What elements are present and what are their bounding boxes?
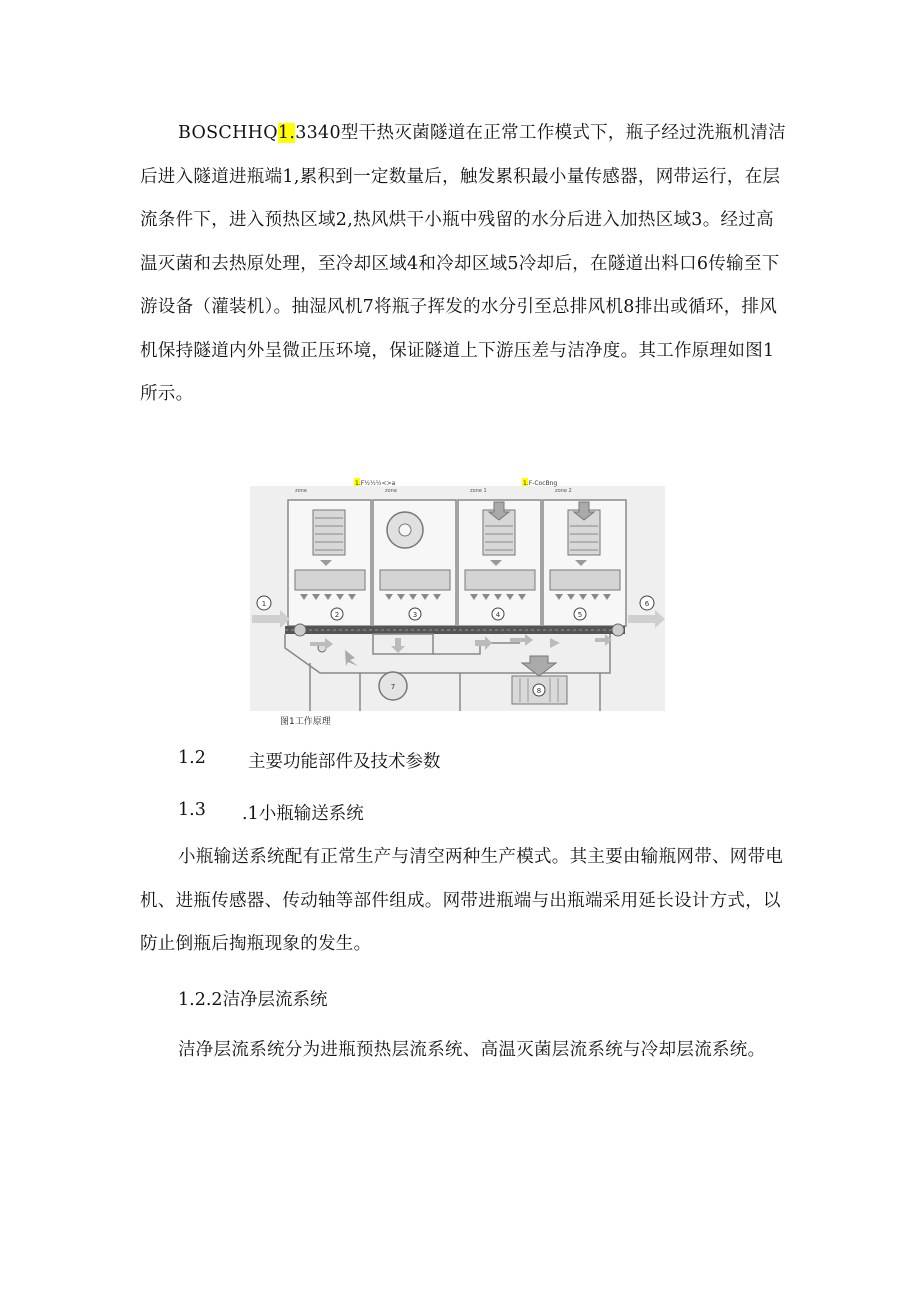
roller-right xyxy=(612,624,624,636)
laminar-paragraph: 洁净层流系统分为进瓶预热层流系统、高温灭菌层流系统与冷却层流系统。 xyxy=(178,1040,766,1060)
marker-2: 2 xyxy=(334,611,340,619)
intro-body: 3340型干热灭菌隧道在正常工作模式下，瓶子经过洗瓶机清洁后进入隧道进瓶端1,累积到一定数量后，触发累积最小量传感器，网带运行，在层流条件下，进入预热区域2,热风烘干小瓶中残留的水分后进入加热区域3。经过高温灭菌和去热原处理，至冷却区域4和冷却区域5冷却后，在隧道出料口6传输至下游设备（灌装机）。抽湿风机7将瓶子挥发的水分引至总排风机8排出或循环，排风机保持隧道内外呈微正压环境，保证隧道上下游压差与洁净度。其工作原理如图1所示。 xyxy=(140,123,786,404)
tunnel-diagram xyxy=(250,478,670,713)
model-prefix: BOSCHHQ xyxy=(178,123,278,143)
section-1-3-title: .1小瓶输送系统 xyxy=(242,804,364,824)
figure-caption: 图1工作原理 xyxy=(280,717,331,727)
section-1-2-number: 1.2 xyxy=(178,748,206,768)
marker-1: 1 xyxy=(261,600,267,608)
filter-4 xyxy=(550,570,620,590)
roller-left xyxy=(294,624,306,636)
zone-label-c: zone 1 xyxy=(470,488,487,494)
filter-1 xyxy=(295,570,365,590)
section-1-3-number: 1.3 xyxy=(178,800,206,820)
section-1-2-title: 主要功能部件及技术参数 xyxy=(248,752,441,772)
fan-unit-1 xyxy=(313,510,345,555)
zone-label-a: zone xyxy=(295,488,307,494)
marker-5: 5 xyxy=(577,611,583,619)
marker-6: 6 xyxy=(644,600,650,608)
marker-8: 8 xyxy=(536,687,542,695)
marker-3: 3 xyxy=(412,611,418,619)
filter-2 xyxy=(380,570,450,590)
filter-3 xyxy=(465,570,535,590)
zone-label-d: zone 2 xyxy=(555,488,572,494)
section-1-2-2-title: 1.2.2洁净层流系统 xyxy=(178,990,328,1010)
marker-4: 4 xyxy=(495,611,501,619)
marker-7: 7 xyxy=(390,683,396,691)
intro-paragraph xyxy=(140,112,790,417)
top-label-2: 1.F-CocBng xyxy=(523,480,558,487)
zone-label-b: zone xyxy=(385,488,397,494)
conveyor-paragraph: 小瓶输送系统配有正常生产与清空两种生产模式。其主要由输瓶网带、网带电机、进瓶传感器、传动轴等部件组成。网带进瓶端与出瓶端采用延长设计方式，以防止倒瓶后掏瓶现象的发生。 xyxy=(140,847,784,954)
working-principle-figure xyxy=(250,478,670,713)
highlighted-text: 1. xyxy=(277,123,296,143)
top-label-1: 1.F½½½<>a xyxy=(355,480,396,487)
